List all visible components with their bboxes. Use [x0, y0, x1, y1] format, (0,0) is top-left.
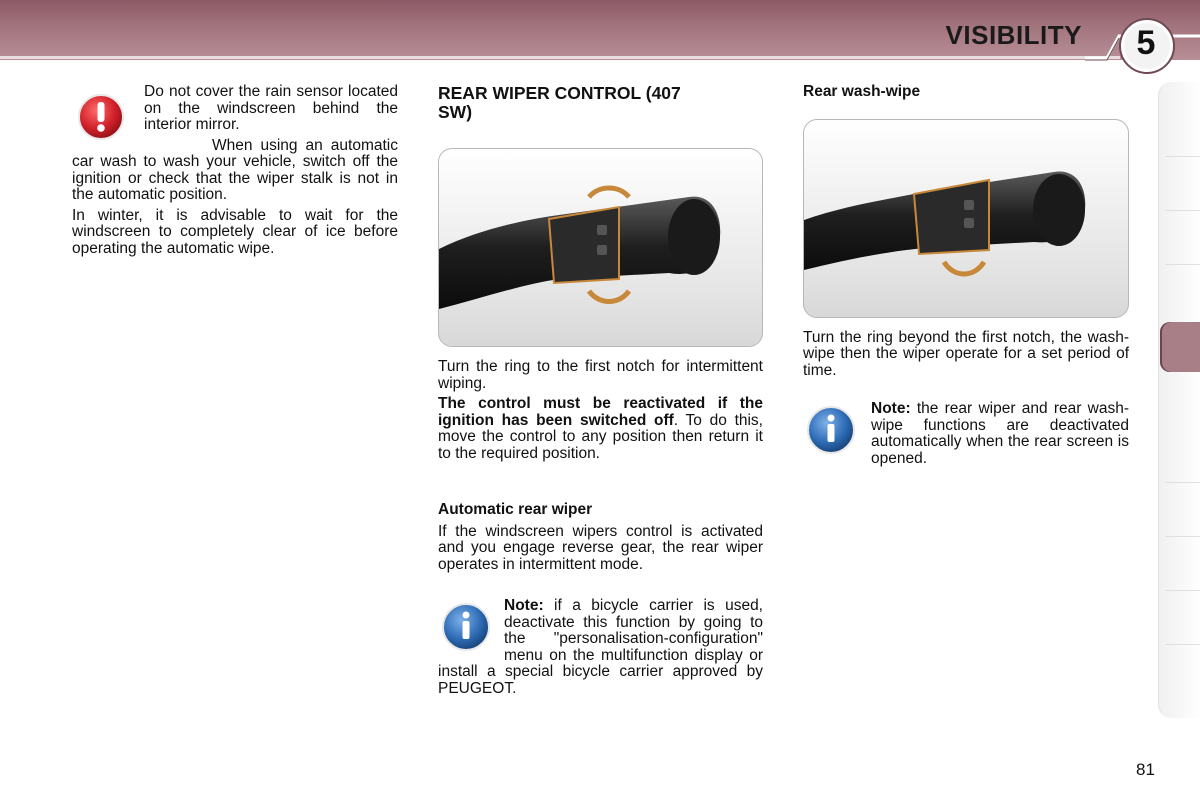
note-label: Note:	[871, 401, 911, 417]
winter-text: In winter, it is advisable to wait for the windscreen to completely clear of ice before operating the automatic wipe.	[72, 206, 398, 257]
warning-text: Do not cover the rain sensor located on the windscreen behind the interior mirror.	[144, 83, 398, 133]
column-middle	[438, 84, 763, 701]
tab-divider	[1165, 590, 1200, 591]
ring-first-notch-text: Turn the ring to the first notch for intermittent wiping.	[438, 358, 763, 392]
rear-wiper-heading: REAR WIPER CONTROL (407 SW)	[438, 83, 681, 122]
tab-divider	[1165, 536, 1200, 537]
note-body: if a bicycle carrier is used, deactivate this function by going to the "personalisation-configuration" menu on the multifunction display or install a special bicycle carrier approved by PEUGEOT.	[438, 598, 763, 697]
chapter-tab-strip	[1158, 82, 1200, 718]
header-divider	[0, 56, 1120, 59]
reactivate-text	[438, 396, 763, 462]
bicycle-note	[438, 598, 763, 701]
car-wash-text: When using an automatic car wash to wash your vehicle, switch off the ignition or check that the wiper stalk is not in the automatic position.	[72, 136, 398, 203]
automatic-rear-wiper-text: If the windscreen wipers control is activated and you engage reverse gear, the rear wiper operates in intermittent mode.	[438, 522, 763, 573]
wash-wipe-stalk-illustration	[804, 120, 1128, 317]
chapter-title: VISIBILITY	[945, 20, 1082, 50]
reactivate-rest: . To do this, move the control to any position then return it to the required position.	[438, 411, 763, 462]
info-icon	[440, 600, 492, 652]
note-label: Note:	[504, 598, 544, 614]
chapter-number: 5	[1136, 24, 1156, 62]
column-right	[803, 84, 1129, 471]
tab-divider	[1165, 264, 1200, 265]
ring-beyond-notch-text: Turn the ring beyond the first notch, the wash-wipe then the wiper operate for a set period of time.	[803, 328, 1129, 379]
automatic-rear-wiper-heading: Automatic rear wiper	[438, 501, 593, 518]
tab-divider	[1165, 210, 1200, 211]
tab-divider	[1165, 644, 1200, 645]
wiper-stalk-illustration	[439, 149, 762, 346]
chapter-tab-active[interactable]	[1160, 322, 1200, 372]
column-left	[72, 84, 398, 261]
tab-divider	[1165, 482, 1200, 483]
warning-icon	[76, 90, 126, 142]
note-body: the rear wiper and rear wash-wipe functions are deactivated automatically when the rear screen is opened.	[871, 401, 1129, 467]
page-number: 81	[1136, 760, 1155, 779]
rear-screen-note	[803, 401, 1129, 471]
wash-wipe-stalk-photo	[803, 119, 1129, 318]
reactivate-bold: The control must be reactivated if the ignition has been switched off	[438, 395, 763, 429]
rear-wash-wipe-heading: Rear wash-wipe	[803, 83, 921, 100]
wiper-stalk-photo	[438, 148, 763, 347]
info-icon	[805, 403, 857, 455]
tab-divider	[1165, 156, 1200, 157]
